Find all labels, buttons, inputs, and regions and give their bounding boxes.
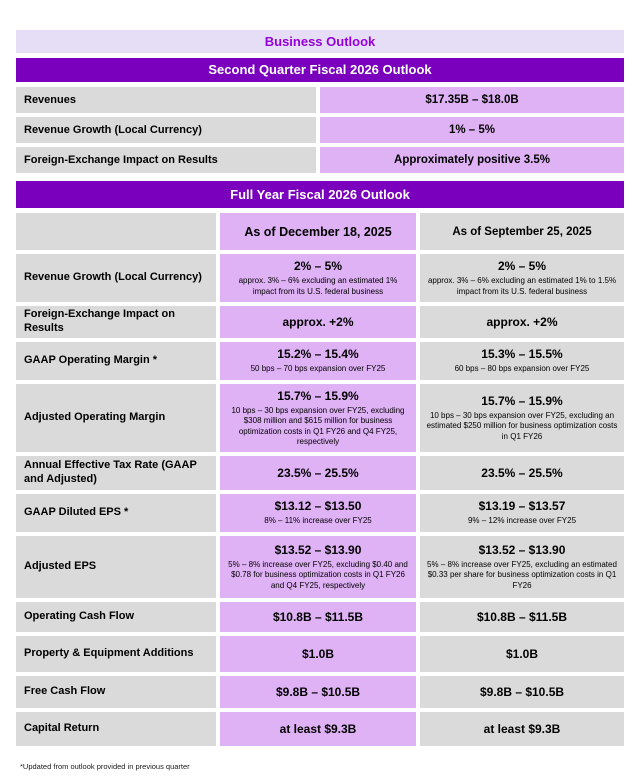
footnote: *Updated from outlook provided in previous quarter [20,762,190,771]
cell-value: $13.19 – $13.57 [478,499,566,514]
table-row [16,494,624,532]
row-label: Revenue Growth (Local Currency) [16,117,316,143]
september-cell [420,384,624,452]
cell-value: at least $9.3B [279,722,357,736]
table-row [16,676,624,708]
cell-value: $13.12 – $13.50 [274,499,362,514]
row-label: Adjusted Operating Margin [16,384,216,452]
row-label: Operating Cash Flow [16,602,216,632]
row-value: $17.35B – $18.0B [320,87,624,113]
december-cell [220,342,416,380]
fy-corner-cell [16,213,216,250]
table-row [16,636,624,672]
cell-note: 60 bps – 80 bps expansion over FY25 [454,364,590,374]
cell-note: 8% – 11% increase over FY25 [264,516,372,526]
fy-column-header-december: As of December 18, 2025 [220,213,416,250]
cell-note: 9% – 12% increase over FY25 [467,516,577,526]
table-row [16,254,624,302]
cell-value: 2% – 5% [293,259,343,274]
cell-value: 2% – 5% [497,259,547,274]
cell-value: $1.0B [505,647,539,661]
row-label: GAAP Diluted EPS * [16,494,216,532]
cell-note: 10 bps – 30 bps expansion over FY25, excluding $308 million and $615 million for business optimization costs in Q1 FY26 and Q4 FY25, respectively [231,405,405,446]
september-cell [420,456,624,490]
cell-value: 15.7% – 15.9% [277,388,359,403]
cell-note: 5% – 8% increase over FY25, excluding an estimated $0.33 per share for business optimization costs in Q1 FY26 [427,559,617,590]
december-cell [220,254,416,302]
fy-rows-container [16,254,624,746]
cell-value: 15.2% – 15.4% [277,347,359,362]
row-label: GAAP Operating Margin * [16,342,216,380]
cell-value: 23.5% – 25.5% [481,466,563,480]
cell-value: $13.52 – $13.90 [478,542,566,557]
row-label: Free Cash Flow [16,676,216,708]
september-cell [420,676,624,708]
december-cell [220,306,416,338]
december-cell [220,536,416,598]
table-row [16,536,624,598]
table-row [16,147,624,173]
cell-value: $10.8B – $11.5B [476,610,568,624]
september-cell [420,536,624,598]
table-row [16,712,624,746]
row-value: 1% – 5% [320,117,624,143]
september-cell [420,254,624,302]
cell-value: approx. +2% [486,315,558,329]
september-cell [420,494,624,532]
table-row [16,384,624,452]
row-label: Revenue Growth (Local Currency) [16,254,216,302]
cell-value: $1.0B [301,647,335,661]
q2-header-bar: Second Quarter Fiscal 2026 Outlook [16,58,624,82]
cell-value: $13.52 – $13.90 [274,542,362,557]
december-cell [220,712,416,746]
cell-note: 50 bps – 70 bps expansion over FY25 [250,364,386,374]
cell-note: 10 bps – 30 bps expansion over FY25, excluding an estimated $250 million for business optimization costs in Q1 FY26 [426,410,618,441]
q2-outlook-section [16,30,624,173]
business-outlook-banner: Business Outlook [16,30,624,53]
september-cell [420,712,624,746]
cell-value: 15.3% – 15.5% [481,347,563,362]
december-cell [220,494,416,532]
cell-value: $10.8B – $11.5B [272,610,364,624]
fy-column-header-september: As of September 25, 2025 [420,213,624,250]
cell-value: 23.5% – 25.5% [277,466,359,480]
table-row [16,342,624,380]
q2-rows-container [16,87,624,173]
table-row [16,602,624,632]
december-cell [220,456,416,490]
cell-note: approx. 3% – 6% excluding an estimated 1% to 1.5% impact from its U.S. federal business [427,276,617,296]
table-row [16,306,624,338]
row-value: Approximately positive 3.5% [320,147,624,173]
table-row [16,117,624,143]
december-cell [220,636,416,672]
september-cell [420,602,624,632]
fy-column-header-row [16,213,624,250]
fy-outlook-section [16,181,624,746]
row-label: Capital Return [16,712,216,746]
cell-value: approx. +2% [282,315,354,329]
row-label: Revenues [16,87,316,113]
table-row [16,87,624,113]
table-row [16,456,624,490]
december-cell [220,602,416,632]
row-label: Adjusted EPS [16,536,216,598]
december-cell [220,384,416,452]
cell-note: 5% – 8% increase over FY25, excluding $0.40 and $0.78 for business optimization costs in Q1 FY26 and Q4 FY25, respectively [228,559,408,590]
fy-header-bar: Full Year Fiscal 2026 Outlook [16,181,624,208]
row-label: Foreign-Exchange Impact on Results [16,306,216,338]
september-cell [420,306,624,338]
cell-note: approx. 3% – 6% excluding an estimated 1% impact from its U.S. federal business [238,276,398,296]
row-label: Foreign-Exchange Impact on Results [16,147,316,173]
cell-value: at least $9.3B [483,722,561,736]
row-label: Property & Equipment Additions [16,636,216,672]
september-cell [420,342,624,380]
cell-value: $9.8B – $10.5B [479,685,565,699]
september-cell [420,636,624,672]
december-cell [220,676,416,708]
cell-value: $9.8B – $10.5B [275,685,361,699]
row-label: Annual Effective Tax Rate (GAAP and Adjusted) [16,456,216,490]
cell-value: 15.7% – 15.9% [481,393,563,408]
